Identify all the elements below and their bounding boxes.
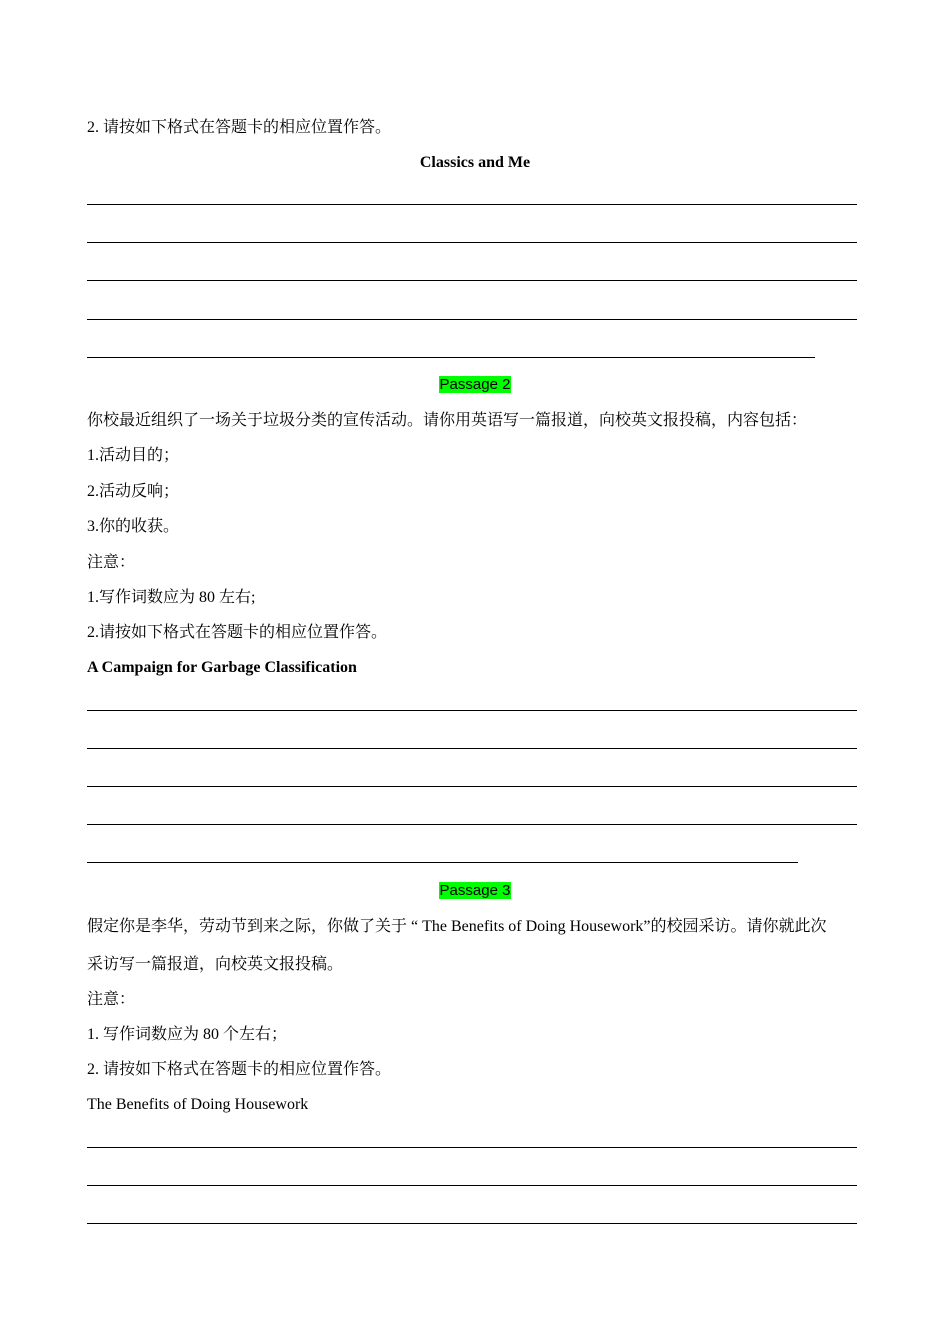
p2-answer-line-3 <box>87 786 857 787</box>
p1-answer-line-3 <box>87 280 857 281</box>
p2-point-3: 3.你的收获。 <box>87 518 180 535</box>
passage-2-heading <box>0 375 950 395</box>
p1-instruction-2: 2. 请按如下格式在答题卡的相应位置作答。 <box>87 119 392 136</box>
p2-answer-line-2 <box>87 748 857 749</box>
p3-answer-line-2 <box>87 1185 857 1186</box>
p2-note-1: 1.写作词数应为 80 左右; <box>87 589 256 606</box>
p3-note-label: 注意： <box>87 991 136 1008</box>
p3-answer-line-3 <box>87 1223 857 1224</box>
p1-essay-title: Classics and Me <box>419 154 531 171</box>
p2-point-2: 2.活动反响； <box>87 483 180 500</box>
p1-answer-line-1 <box>87 204 857 205</box>
p3-essay-title: The Benefits of Doing Housework <box>87 1096 309 1113</box>
p3-answer-line-1 <box>87 1147 857 1148</box>
p3-note-2: 2. 请按如下格式在答题卡的相应位置作答。 <box>87 1061 392 1078</box>
p2-essay-title: A Campaign for Garbage Classification <box>87 659 357 676</box>
p2-note-2: 2.请按如下格式在答题卡的相应位置作答。 <box>87 624 388 641</box>
p2-point-1: 1.活动目的； <box>87 447 180 464</box>
p2-answer-line-5 <box>87 862 798 863</box>
p1-answer-line-2 <box>87 242 857 243</box>
p1-answer-line-5 <box>87 357 815 358</box>
p3-prompt-line-2: 采访写一篇报道，向校英文报投稿。 <box>87 956 344 973</box>
passage-3-label: Passage 3 <box>439 882 511 899</box>
p1-answer-line-4 <box>87 319 857 320</box>
p2-prompt: 你校最近组织了一场关于垃圾分类的宣传活动。请你用英语写一篇报道，向校英文报投稿，内容包括： <box>87 412 808 429</box>
p2-note-label: 注意： <box>87 554 136 571</box>
passage-2-label: Passage 2 <box>439 376 511 393</box>
p3-prompt-line-1: 假定你是李华，劳动节到来之际，你做了关于 “ The Benefits of Doing Housework”的校园采访。请你就此次 <box>87 918 827 935</box>
passage-3-heading <box>0 881 950 901</box>
p2-answer-line-4 <box>87 824 857 825</box>
p3-note-1: 1. 写作词数应为 80 个左右； <box>87 1026 288 1043</box>
p2-answer-line-1 <box>87 710 857 711</box>
